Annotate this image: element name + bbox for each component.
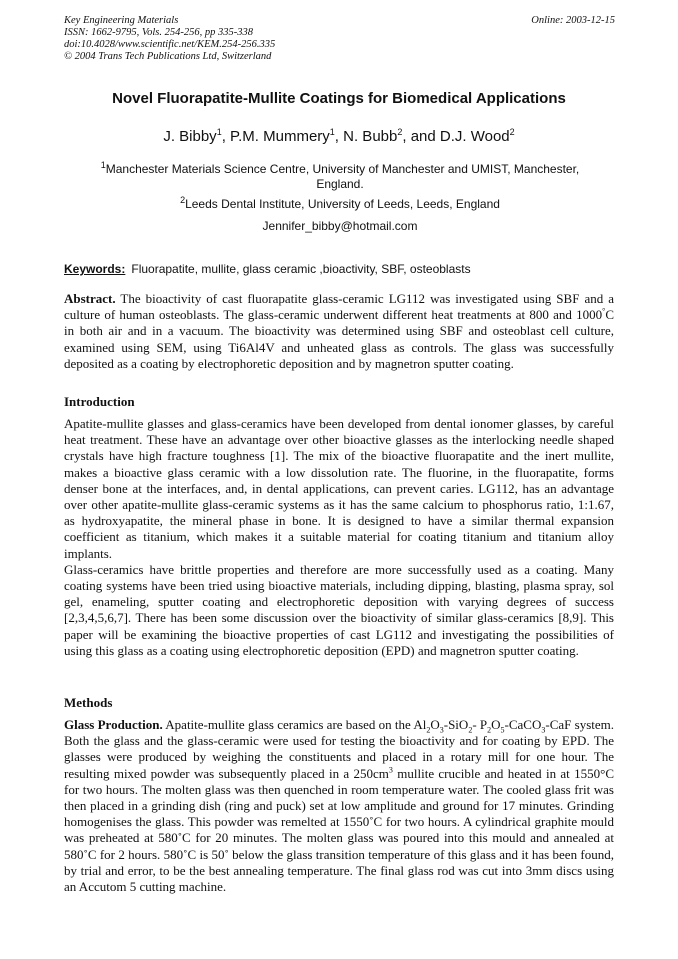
- subscript: 2: [426, 725, 431, 735]
- affiliation-marker: 1: [100, 160, 106, 170]
- methods-text: O: [430, 717, 440, 732]
- subsection-label: Glass Production.: [64, 717, 163, 732]
- author-list: [0, 128, 678, 145]
- affiliation-marker: 1: [329, 127, 335, 137]
- keywords-text: Fluorapatite, mullite, glass ceramic ,bioactivity, SBF, osteoblasts: [131, 262, 471, 276]
- author-name: P.M. Mummery: [230, 128, 330, 145]
- paragraph: Apatite-mullite glasses and glass-ceramics have been developed from dental ionomer glasses, by careful heat treatment. These have an advantage over other bioactive glasses as the interlocking needle shaped crystals have high fracture toughness [1]. The mix of the bioactive fluorapatite and the inert mullite, makes a bioactive glass ceramic with a low dissolution rate. The fluorine, in the fluorapatite, forms denser bone at the interfaces, and, in dental applications, can prevent caries. LG112, has an advantage over other apatite-mullite glass-ceramic systems as it has the same calcium to phosphorus ratio, 1:1.67, as hydroxyapatite, the mineral phase in bone. It is designed to have a similar thermal expansion coefficient as titanium, which makes it a suitable material for coating titanium and titanium alloy implants.: [64, 416, 614, 561]
- methods-text: - P: [472, 717, 488, 732]
- superscript: 3: [388, 765, 393, 775]
- degree-sign: °: [602, 306, 606, 316]
- affiliation-marker: 2: [180, 195, 186, 205]
- subscript: 5: [500, 725, 505, 735]
- affiliation-marker: 2: [397, 127, 403, 137]
- affiliation-2: [84, 197, 596, 212]
- subscript: 2: [468, 725, 473, 735]
- author-name: N. Bubb: [343, 128, 398, 145]
- author-name: J. Bibby: [163, 128, 217, 145]
- journal-header: [64, 15, 275, 63]
- author-separator: , and: [402, 128, 440, 145]
- author-name: D.J. Wood: [439, 128, 510, 145]
- methods-text: mullite crucible and heated in at 1550°C for two hours. The molten glass was then quenched in room temperature water. The cooled glass frit was then placed in a grinding dish (ring and puck) set at low amplitude and ground for 17 minutes. Grinding homogenises the glass. This powder was remelted at 1550˚C for two hours. A cylindrical graphite mould was preheated at 580˚C for 20 minutes. The molten glass was poured into this mould and annealed at 580˚C for 2 hours. 580˚C is 50˚ below the glass transition temperature of this glass and it has been found, by trial and error, to be the best annealing temperature. The final glass rod was cut into 3mm discs using an Accutom 5 cutting machine.: [64, 765, 614, 895]
- author-separator: ,: [334, 128, 344, 145]
- affiliation-marker: 2: [509, 127, 515, 137]
- online-date: Online: 2003-12-15: [531, 15, 615, 26]
- affiliation-marker: 1: [216, 127, 222, 137]
- methods-text: O: [491, 717, 501, 732]
- introduction-body: [64, 416, 614, 659]
- doi-line: doi:10.4028/www.scientific.net/KEM.254-256.335: [64, 39, 276, 50]
- methods-body: [64, 717, 614, 895]
- methods-text: -SiO: [443, 717, 469, 732]
- author-email: Jennifer_bibby@hotmail.com: [262, 219, 418, 233]
- abstract-text: C in both air and in a vacuum. The bioactivity was determined using SBF and osteoblast cell culture, examined using SEM, using Ti6Al4V and unheated glass as controls. The glass was successfully deposited as a coating by electrophoretic deposition and by magnetron sputter coating.: [64, 307, 614, 371]
- copyright-line: © 2004 Trans Tech Publications Ltd, Switzerland: [64, 51, 272, 62]
- methods-text: -CaF system. Both the glass and the glass-ceramic were used for testing the bioactivity and for coating by EPD. The glasses were produced by weighing the constituents and placed in a rotary mill for one hour. The resulting mixed powder was subsequently placed in a 250cm: [64, 717, 614, 781]
- section-heading: Introduction: [64, 394, 135, 409]
- subscript: 3: [439, 725, 444, 735]
- paragraph: Glass-ceramics have brittle properties and therefore are more successfully used as a coating. Many coating systems have been tried using bioactive materials, including dipping, blasting, plasma spray, sol gel, enameling, sputter coating and electrophoretic deposition with varying degrees of success [2,3,4,5,6,7]. There has been some discussion over the bioactivity of similar glass-ceramics [8,9]. This paper will be examining the bioactive properties of cast LG112 and investigating the possibilities of using this glass as a coating using electrophoretic deposition (EPD) and magnetron sputter coating.: [64, 561, 614, 658]
- affiliation-text: Manchester Materials Science Centre, University of Manchester and UMIST, Manchester, England.: [105, 162, 580, 191]
- abstract-text: The bioactivity of cast fluorapatite glass-ceramic LG112 was investigated using SBF and a culture of human osteoblasts. The glass-ceramic underwent different heat treatments at 800 and 1000: [64, 291, 615, 323]
- section-heading: Methods: [64, 695, 113, 710]
- abstract: [64, 291, 614, 372]
- methods-text: -CaCO: [504, 717, 542, 732]
- author-separator: ,: [221, 128, 231, 145]
- journal-name: Key Engineering Materials: [64, 15, 179, 26]
- abstract-label: Abstract.: [64, 291, 116, 306]
- issn-line: ISSN: 1662-9795, Vols. 254-256, pp 335-338: [64, 27, 253, 38]
- methods-text: Apatite-mullite glass ceramics are based on the Al: [165, 717, 427, 732]
- subscript: 2: [487, 725, 492, 735]
- paper-title: Novel Fluorapatite-Mullite Coatings for Biomedical Applications: [112, 90, 566, 107]
- keywords-label: Keywords:: [64, 262, 126, 276]
- keywords: [64, 262, 471, 276]
- affiliation-1: [84, 162, 596, 192]
- affiliation-text: Leeds Dental Institute, University of Leeds, Leeds, England: [185, 197, 500, 211]
- subscript: 3: [541, 725, 546, 735]
